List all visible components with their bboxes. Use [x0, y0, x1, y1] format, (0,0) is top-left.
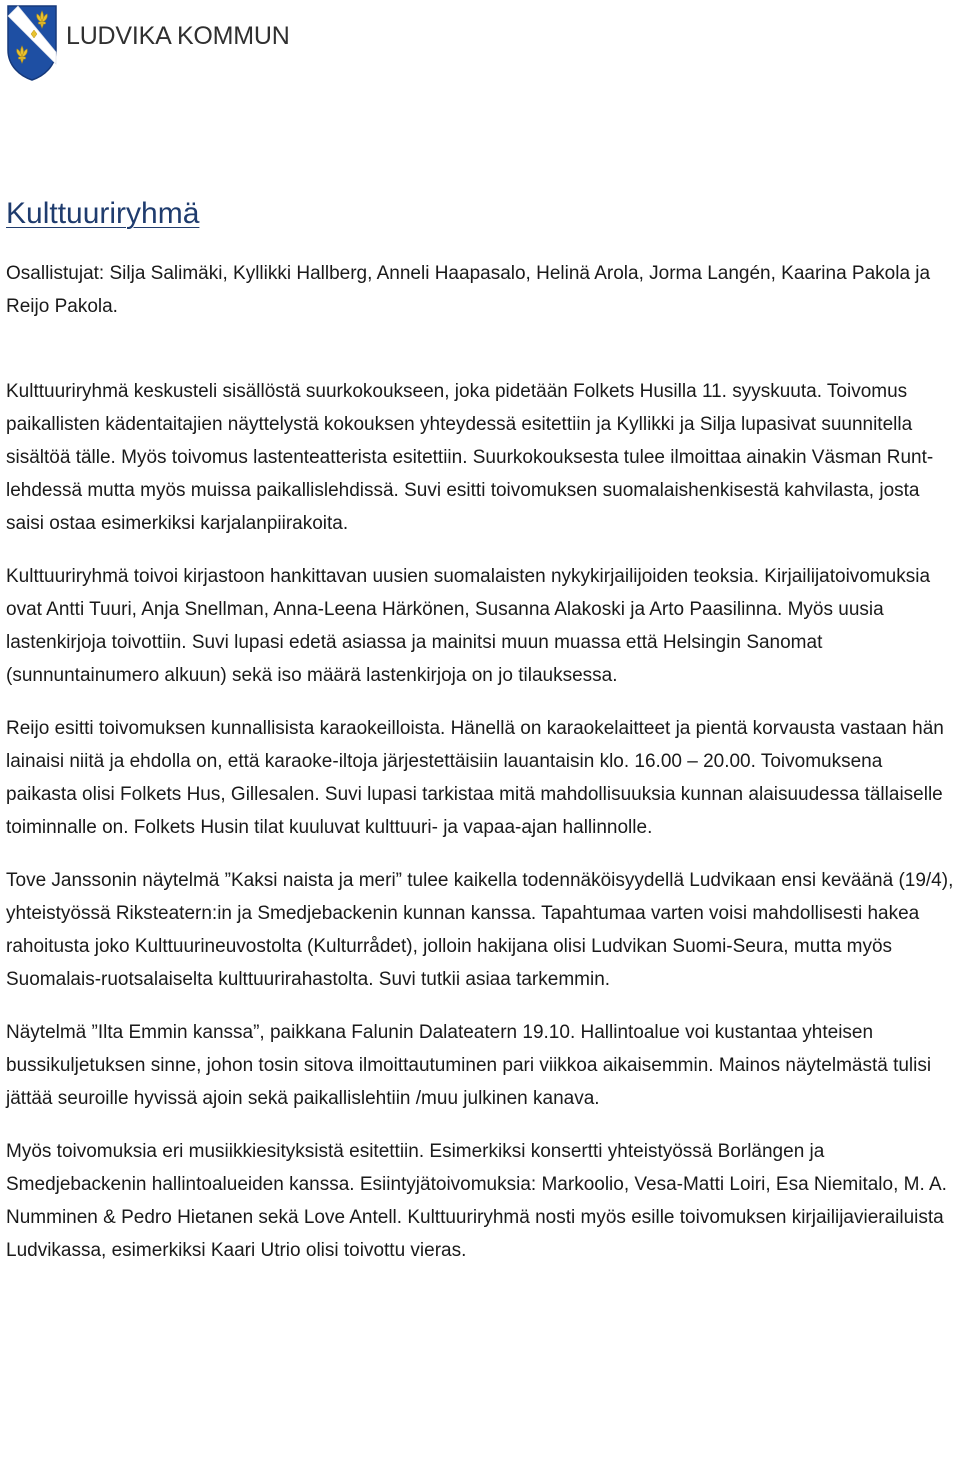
page-title: Kulttuuriryhmä [6, 197, 200, 230]
paragraph-jansson-play: Tove Janssonin näytelmä ”Kaksi naista ja meri” tulee kaikella todennäköisyydellä Ludvikaan ensi keväänä (19/4), yhteistyössä Riksteatern:in ja Smedjebackenin kunnan kanssa. Tapahtumaa varten voisi mahdollisesti hakea rahoitusta joko Kulttuurineuvostolta (Kulturrådet), jolloin hakijana olisi Ludvikan Suomi-Seura, mutta myös Suomalais-ruotsalaiselta kulttuurirahastolta. Suvi tutkii asiaa tarkemmin. [6, 870, 954, 990]
paragraph-karaoke: Reijo esitti toivomuksen kunnallisista karaokeilloista. Hänellä on karaokelaitteet ja pientä korvausta vastaan hän lainaisi niitä ja ehdolla on, että karaoke-iltoja järjestettäisiin lauantaisin klo. 16.00 – 20.00. Toivomuksena paikasta olisi Folkets Hus, Gillesalen. Suvi lupasi tarkistaa mitä mahdollisuuksia kunnan alaisuudessa tällaiselle toiminnalle on. Folkets Husin tilat kuuluvat kulttuuri- ja vapaa-ajan hallinnolle. [6, 718, 944, 838]
document-body [6, 192, 958, 1267]
paragraph-emmin-play: Näytelmä ”Ilta Emmin kanssa”, paikkana Falunin Dalateatern 19.10. Hallintoalue voi kustantaa yhteisen bussikuljetuksen sinne, johon tosin sitova ilmoittautuminen pari viikkoa aikaisemmin. Mainos näytelmästä tulisi jättää seuroille hyvissä ajoin sekä paikallislehtiin /muu julkinen kanava. [6, 1022, 932, 1109]
paragraph-books: Kulttuuriryhmä toivoi kirjastoon hankittavan uusien suomalaisten nykykirjailijoiden teoksia. Kirjailijatoivomuksia ovat Antti Tuuri, Anja Snellman, Anna-Leena Härkönen, Susanna Alakoski ja Arto Paasilinna. Myös uusia lastenkirjoja toivottiin. Suvi lupasi edetä asiassa ja mainitsi muun muassa että Helsingin Sanomat (sunnuntainumero alkuun) sekä iso määrä lastenkirjoja on jo tilauksessa. [6, 566, 931, 686]
paragraph-music: Myös toivomuksia eri musiikkiesityksistä esitettiin. Esimerkiksi konsertti yhteistyössä Borlängen ja Smedjebackenin hallintoalueiden kanssa. Esiintyjätoivomuksia: Markoolio, Vesa-Matti Loiri, Esa Niemitalo, M. A. Numminen & Pedro Hietanen sekä Love Antell. Kulttuuriryhmä nosti myös esille toivomuksen kirjailijavierailuista Ludvikassa, esimerkiksi Kaari Utrio olisi toivottu vieras. [6, 1141, 947, 1261]
logo-text: LUDVIKA KOMMUN [66, 21, 290, 50]
municipality-logo [4, 2, 290, 82]
ludvika-coat-of-arms-icon [4, 2, 60, 82]
paragraph-participants: Osallistujat: Silja Salimäki, Kyllikki Hallberg, Anneli Haapasalo, Helinä Arola, Jorma Langén, Kaarina Pakola ja Reijo Pakola. [6, 263, 931, 317]
page-header [0, 0, 960, 90]
paragraph-meeting: Kulttuuriryhmä keskusteli sisällöstä suurkokoukseen, joka pidetään Folkets Husilla 11. syyskuuta. Toivomus paikallisten kädentaitajien näyttelystä kokouksen yhteydessä esitettiin ja Kyllikki ja Silja lupasivat suunnitella sisältöä tälle. Myös toivomus lastenteatterista esitettiin. Suurkokouksesta tulee ilmoittaa ainakin Väsman Runt- lehdessä mutta myös muissa paikallislehdissä. Suvi esitti toivomuksen suomalaishenkisestä kahvilasta, josta saisi ostaa esimerkiksi karjalanpiirakoita. [6, 381, 934, 534]
